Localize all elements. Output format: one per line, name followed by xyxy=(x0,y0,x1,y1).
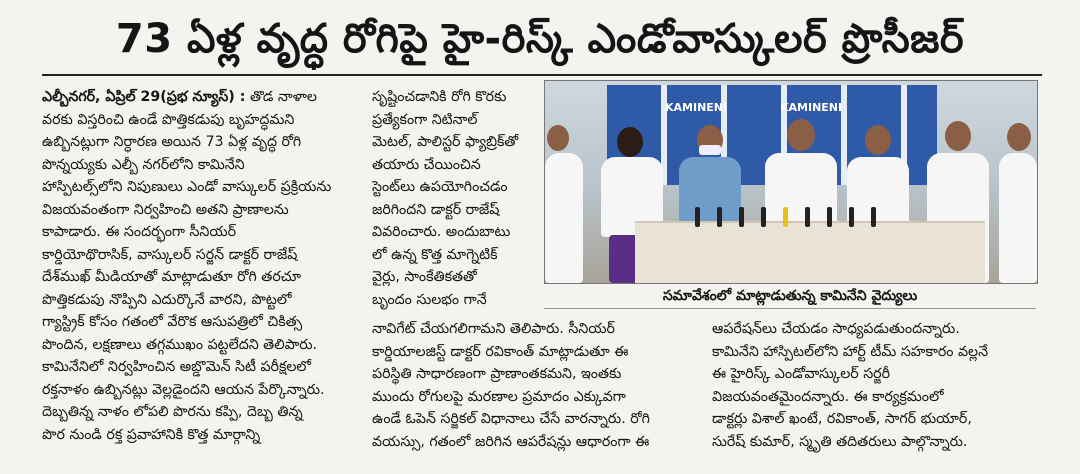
column-line: ఈ హైరిస్క్ ఎండోవాస్కులర్ సర్జరీ xyxy=(712,366,891,382)
column-line: వరకు విస్తరించి ఉండే పొత్తికడుపు బృహద్ధమని xyxy=(42,111,295,128)
photo-caption: సమావేశంలో మాట్లాడుతున్న కామినేని వైద్యులు xyxy=(544,284,1036,309)
column-line: కార్డియాలజిస్ట్ డాక్టర్ రవికాంత్ మాట్లాడుతూ ఈ xyxy=(372,343,629,360)
column-line: పొందిన, లక్షణాలు తగ్గముఖం పట్టలేదని తెలిపారు. xyxy=(42,336,318,353)
column-line: కాపాడారు. ఈ సందర్భంగా సీనియర్ xyxy=(42,224,237,240)
microphone-icon xyxy=(871,207,876,227)
column-line: లో ఉన్న కొత్త మాగ్నెటిక్ xyxy=(372,246,498,263)
headline: 73 ఏళ్ల వృద్ధ రోగిపై హై-రిస్క్ ఎండోవాస్కులర్ ప్రొసీజర్ xyxy=(115,16,965,62)
column-line: దెబ్బతిన్న నాళం లోపలి పొరను కప్పి, దెబ్బ తిన్న xyxy=(42,404,303,420)
column-line: ఆపరేషన్‌లు చేయడం సాధ్యపడుతుందన్నారు. xyxy=(712,321,960,337)
microphone-icon xyxy=(695,207,700,227)
press-meet-photo xyxy=(544,80,1038,284)
column-line: స్టెంట్‌లు ఉపయోగించడం xyxy=(372,179,508,195)
column-line: పరిస్థితి సాధారణంగా ప్రాణాంతకమని, ఇంతకు xyxy=(372,366,622,382)
column-line: ఎల్బీనగర్, ఏప్రిల్ 29(ప్రభ న్యూస్) : తొడ నాళాల xyxy=(42,89,317,105)
patient-figure xyxy=(677,125,743,235)
column-line: రక్తనాళం ఉబ్బినట్లు వెల్లడైందని ఆయన పేర్కొన్నారు. xyxy=(42,381,325,398)
backdrop-brand: KAMINENI xyxy=(780,101,843,114)
doctor-figure xyxy=(545,121,585,283)
column-line: గ్యాస్ట్రిక్ కోసం గతంలో వేరొక ఆసుపత్రిలో చికిత్స xyxy=(42,314,303,330)
doctor-figure xyxy=(845,125,911,231)
microphone-icon xyxy=(805,207,810,227)
column-line: ఉండే ఓపెన్ సర్జికల్ విధానాలు చేసే వారన్నారు. రోగి xyxy=(372,411,650,427)
column-line: నావిగేట్ చేయగలిగామని తెలిపారు. సీనియర్ xyxy=(372,321,615,337)
press-table xyxy=(635,221,985,284)
column-line: డాక్టర్లు విశాల్ ఖంటే, రవికాంత్, సాగర్ భుయార్, xyxy=(712,411,972,427)
column-line: కామినేనిలో నిర్వహించిన అబ్డొమెన్ సిటీ పరీక్షలలో xyxy=(42,359,312,375)
column-line: కార్డియోథొరాసిక్, వాస్కులర్ సర్జన్ డాక్టర్ రాజేష్ xyxy=(42,246,298,263)
column-line: పొత్తికడుపు నొప్పిని ఎదుర్కొనే వారని, పొట్టలో xyxy=(42,291,292,308)
column-line: దేశ్‌ముఖ్ మీడియాతో మాట్లాడుతూ రోగి తరచూ xyxy=(42,269,302,285)
column-line: ఉబ్బినట్లుగా నిర్ధారణ అయిన 73 ఏళ్ల వృద్ధ రోగి xyxy=(42,134,302,150)
column-line: సురేష్ కుమార్, స్మృతి తదితరులు పాల్గొన్నారు. xyxy=(712,433,968,450)
column-line: ముందు రోగులపై మరణాల ప్రమాదం ఎక్కువగా xyxy=(372,388,626,405)
column-line: విజయవంతమైందన్నారు. ఈ కార్యక్రమంలో xyxy=(712,388,944,405)
column-line: హాస్పిటల్స్‌లోని నిపుణులు ఎండో వాస్కులర్ ప్రక్రియను xyxy=(42,179,332,195)
microphone-icon xyxy=(717,207,722,227)
column-line: జరిగిందని డాక్టర్ రాజేష్ xyxy=(372,201,500,218)
column-line: విజయవంతంగా నిర్వహించి అతని ప్రాణాలను xyxy=(42,201,289,218)
column-line: పొన్నయ్యకు ఎల్బీ నగర్‌లోని కామినేని xyxy=(42,156,245,173)
column-line: వయస్సు, గతంలో జరిగిన ఆపరేషన్లు ఆధారంగా ఈ xyxy=(372,433,650,450)
column-line: వైర్లు, సాంకేతికతతో xyxy=(372,269,477,285)
headline-rule xyxy=(42,74,1042,76)
column-line: సృష్టించడానికి రోగి కొరకు xyxy=(372,89,507,105)
column-line: తయారు చేయించిన xyxy=(372,156,481,173)
article-column-1 xyxy=(42,86,360,470)
column-line: ప్రత్యేకంగా నిటినాల్ xyxy=(372,111,478,128)
article-column-2-lower xyxy=(372,318,702,468)
column-line: వివరించారు. అందుబాటు xyxy=(372,224,511,240)
microphone-icon xyxy=(739,207,744,227)
article-column-2 xyxy=(372,86,537,312)
column-line: బృందం సులభం గానే xyxy=(372,291,487,308)
microphone-icon xyxy=(827,207,832,227)
doctor-figure xyxy=(995,123,1037,283)
microphone-icon xyxy=(849,207,854,227)
column-line: మెటల్, పాలిస్టర్ ఫ్యాబ్రిక్‌తో xyxy=(372,134,519,150)
dateline: ఎల్బీనగర్, ఏప్రిల్ 29(ప్రభ న్యూస్) : xyxy=(42,89,246,105)
column-line: పొర నుండి రక్త ప్రవాహానికి కొత్త మార్గాన్ని xyxy=(42,426,261,443)
article-column-3 xyxy=(712,318,1042,468)
microphone-icon xyxy=(761,207,766,227)
column-line: కామినేని హాస్పిటల్‌లోని హార్ట్ టీమ్ సహకారం వల్లనే xyxy=(712,343,989,360)
microphone-icon xyxy=(783,207,788,227)
backdrop-brand: KAMINENI xyxy=(665,101,728,114)
